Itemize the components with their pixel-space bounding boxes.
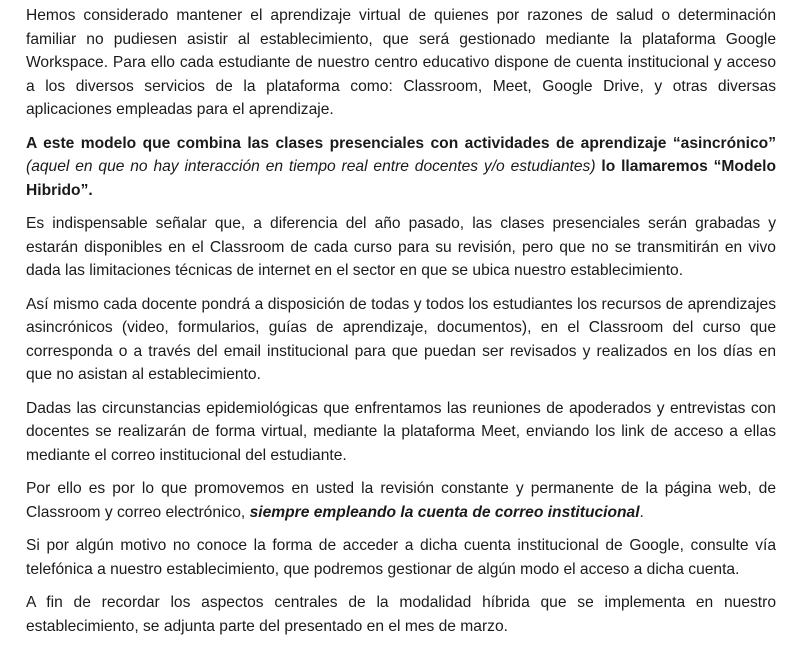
hybrid-model-italic-definition: (aquel en que no hay interacción en tiempo real entre docentes y/o estudiantes) <box>26 158 596 175</box>
constant-review-text-end: . <box>639 503 644 521</box>
paragraph-virtual-learning: Hemos considerado mantener el aprendizaje virtual de quienes por razones de salud o determinación familiar no pudiesen asistir al establecimiento, que será gestionado mediante la plataforma Google Workspace. Para ello cada estudiante de nuestro centro educativo dispone de cuenta institucional y acceso a los diversos servicios de la plataforma como: Classroom, Meet, Google Drive, y otras diversas aplicaciones empleadas para el aprendizaje. <box>26 7 776 118</box>
constant-review-text-start: Por ello es por lo que promovemos en usted la revisión constante y permanente de la página web, de Classroom y correo electrónico, <box>26 480 776 521</box>
paragraph-account-access: Si por algún motivo no conoce la forma de acceder a dicha cuenta institucional de Google, consulte vía telefónica a nuestro establecimiento, que podremos gestionar de algún modo el acceso a dicha cuenta. <box>26 537 776 578</box>
paragraph-virtual-meetings: Dadas las circunstancias epidemiológicas que enfrentamos las reuniones de apoderados y entrevistas con docentes se realizarán de forma virtual, mediante la plataforma Meet, enviando los link de acceso a ellas mediante el correo institucional del estudiante. <box>26 399 776 464</box>
paragraph-recorded-classes: Es indispensable señalar que, a diferencia del año pasado, las clases presenciales serán grabadas y estarán disponibles en el Classroom de cada curso para su revisión, pero que no se transmitirán en vivo dada las limitaciones técnicas de internet en el sector en que se ubica nuestro establecimiento. <box>26 215 776 279</box>
paragraph-march-presentation: A fin de recordar los aspectos centrales de la modalidad híbrida que se implementa en nuestro establecimiento, se adjunta parte del presentado en el mes de marzo. <box>26 594 776 635</box>
paragraph-asynchronous-resources: Así mismo cada docente pondrá a disposición de todas y todos los estudiantes los recursos de aprendizajes asincrónicos (video, formularios, guías de aprendizaje, documentos), en el Classroom del curso que corresponda o a través del email institucional para que puedan ser revisados y realizados en los días en que no asistan al establecimiento. <box>26 295 776 383</box>
paragraph-hybrid-model <box>26 132 776 203</box>
paragraph-constant-review <box>26 477 776 524</box>
hybrid-model-bold-start: A este modelo que combina las clases presenciales con actividades de aprendizaje “asincrónico” <box>26 134 776 152</box>
hybrid-model-bold-end: lo llamaremos “Modelo Hibrido”. <box>26 158 776 199</box>
constant-review-emphasis: siempre empleando la cuenta de correo institucional <box>249 503 640 521</box>
